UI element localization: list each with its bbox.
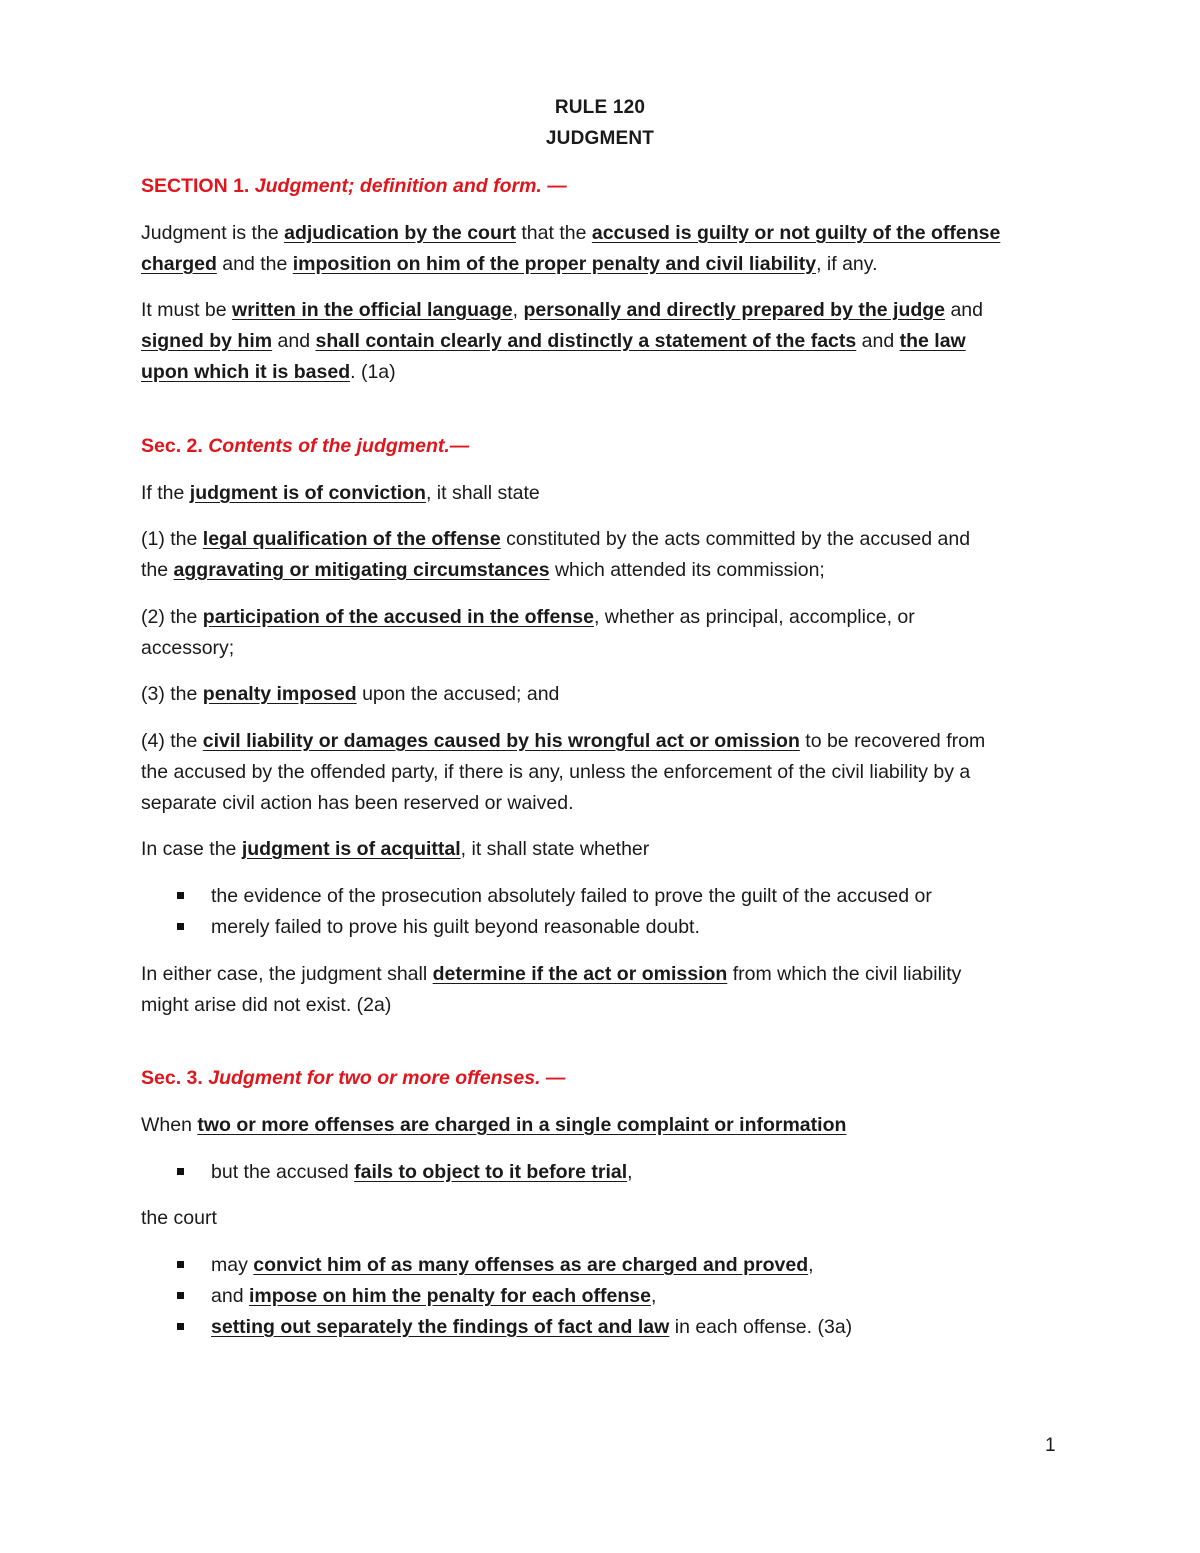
emphasis: setting out separately the findings of fact and law bbox=[211, 1316, 670, 1338]
section-2-heading bbox=[141, 434, 1071, 458]
sec2-item2-line2: accessory; bbox=[141, 637, 235, 659]
sec3-court: the court bbox=[141, 1207, 217, 1229]
sec2-item1-line1 bbox=[141, 527, 1071, 551]
section-3-title: Judgment for two or more offenses. — bbox=[208, 1067, 566, 1089]
sec1-para2-line2 bbox=[141, 329, 1071, 353]
text: and bbox=[211, 1285, 249, 1307]
square-bullet-icon bbox=[176, 891, 186, 901]
emphasis: personally and directly prepared by the judge bbox=[523, 299, 946, 321]
text: may bbox=[211, 1254, 254, 1276]
text: , bbox=[512, 299, 524, 321]
sec1-para1-line2 bbox=[141, 252, 1071, 276]
emphasis: the law bbox=[899, 330, 966, 352]
text: upon the accused; and bbox=[356, 683, 560, 705]
square-bullet-icon bbox=[176, 1260, 186, 1270]
emphasis: charged bbox=[141, 253, 217, 275]
sec2-bullet-2: merely failed to prove his guilt beyond reasonable doubt. bbox=[211, 916, 700, 938]
sec3-bullet-2 bbox=[211, 1253, 1091, 1277]
square-bullet-icon bbox=[176, 1322, 186, 1332]
text: , bbox=[650, 1285, 657, 1307]
emphasis: convict him of as many offenses as are charged and proved bbox=[253, 1254, 809, 1276]
text: (1) the bbox=[141, 528, 203, 550]
emphasis: judgment is of conviction bbox=[189, 482, 426, 504]
emphasis: participation of the accused in the offense bbox=[202, 606, 594, 628]
text: to be recovered from bbox=[799, 730, 986, 752]
section-1-label: SECTION 1. bbox=[141, 175, 255, 197]
sec2-item4-line3: separate civil action has been reserved or waived. bbox=[141, 792, 574, 814]
text: Judgment is the bbox=[141, 222, 285, 244]
text: from which the civil liability bbox=[727, 963, 962, 985]
square-bullet-icon bbox=[176, 922, 186, 932]
sec2-either-line2: might arise did not exist. (2a) bbox=[141, 994, 392, 1016]
text: It must be bbox=[141, 299, 233, 321]
text: which attended its commission; bbox=[549, 559, 825, 581]
sec1-para2-line1 bbox=[141, 298, 1071, 322]
emphasis: determine if the act or omission bbox=[432, 963, 728, 985]
text: that the bbox=[515, 222, 592, 244]
page-number: 1 bbox=[1045, 1435, 1056, 1456]
sec2-intro bbox=[141, 481, 1071, 505]
text: , it shall state bbox=[425, 482, 540, 504]
sec2-item4-line1 bbox=[141, 729, 1071, 753]
square-bullet-icon bbox=[176, 1167, 186, 1177]
emphasis: two or more offenses are charged in a single complaint or information bbox=[197, 1114, 847, 1136]
text: , bbox=[627, 1161, 633, 1183]
text: and bbox=[945, 299, 983, 321]
text: and bbox=[272, 330, 316, 352]
emphasis: civil liability or damages caused by his wrongful act or omission bbox=[202, 730, 800, 752]
text: , if any. bbox=[816, 253, 878, 275]
sec2-either-line1 bbox=[141, 962, 1071, 986]
text: . (1a) bbox=[350, 361, 396, 383]
section-2-title: Contents of the judgment.— bbox=[208, 435, 470, 457]
text: In either case, the judgment shall bbox=[141, 963, 433, 985]
emphasis: judgment is of acquittal bbox=[241, 838, 461, 860]
text: constituted by the acts committed by the accused and bbox=[500, 528, 971, 550]
section-3-heading bbox=[141, 1066, 1071, 1090]
rule-number: RULE 120 bbox=[554, 97, 646, 118]
sec2-item3 bbox=[141, 682, 1071, 706]
rule-title: JUDGMENT bbox=[545, 128, 655, 149]
sec2-acquittal bbox=[141, 837, 1071, 861]
emphasis: adjudication by the court bbox=[284, 222, 516, 244]
emphasis: penalty imposed bbox=[202, 683, 357, 705]
text: , bbox=[808, 1254, 814, 1276]
emphasis: aggravating or mitigating circumstances bbox=[173, 559, 550, 581]
text: (4) the bbox=[141, 730, 203, 752]
sec3-intro bbox=[141, 1113, 1071, 1137]
sec2-item4-line2: the accused by the offended party, if there is any, unless the enforcement of the civil liability by a bbox=[141, 761, 971, 783]
text: When bbox=[141, 1114, 198, 1136]
text: but the accused bbox=[211, 1161, 355, 1183]
section-3-label: Sec. 3. bbox=[141, 1067, 209, 1089]
section-1-title: Judgment; definition and form. — bbox=[254, 175, 567, 197]
text: If the bbox=[141, 482, 190, 504]
sec1-para1-line1 bbox=[141, 221, 1071, 245]
sec2-item2-line1 bbox=[141, 605, 1071, 629]
text: and the bbox=[216, 253, 293, 275]
text: (2) the bbox=[141, 606, 203, 628]
emphasis: imposition on him of the proper penalty and civil liability bbox=[292, 253, 817, 275]
text: , whether as principal, accomplice, or bbox=[593, 606, 915, 628]
sec3-bullet-3 bbox=[211, 1284, 1091, 1308]
sec2-bullet-1: the evidence of the prosecution absolutely failed to prove the guilt of the accused or bbox=[211, 885, 932, 907]
text: the bbox=[141, 559, 174, 581]
emphasis: written in the official language bbox=[232, 299, 513, 321]
sec2-item1-line2 bbox=[141, 558, 1071, 582]
emphasis: signed by him bbox=[141, 330, 273, 352]
emphasis: fails to object to it before trial bbox=[354, 1161, 628, 1183]
emphasis: impose on him the penalty for each offense bbox=[248, 1285, 651, 1307]
text: and bbox=[856, 330, 900, 352]
emphasis: legal qualification of the offense bbox=[202, 528, 501, 550]
emphasis: shall contain clearly and distinctly a statement of the facts bbox=[315, 330, 857, 352]
sec3-bullet-4 bbox=[211, 1315, 1091, 1339]
square-bullet-icon bbox=[176, 1291, 186, 1301]
emphasis: accused is guilty or not guilty of the offense bbox=[591, 222, 1001, 244]
section-1-heading bbox=[141, 174, 1071, 198]
sec1-para2-line3 bbox=[141, 360, 1071, 384]
emphasis: upon which it is based bbox=[141, 361, 351, 383]
text: In case the bbox=[141, 838, 242, 860]
section-2-label: Sec. 2. bbox=[141, 435, 209, 457]
text: in each offense. (3a) bbox=[669, 1316, 853, 1338]
text: , it shall state whether bbox=[460, 838, 650, 860]
text: (3) the bbox=[141, 683, 203, 705]
sec3-bullet-1 bbox=[211, 1160, 1091, 1184]
